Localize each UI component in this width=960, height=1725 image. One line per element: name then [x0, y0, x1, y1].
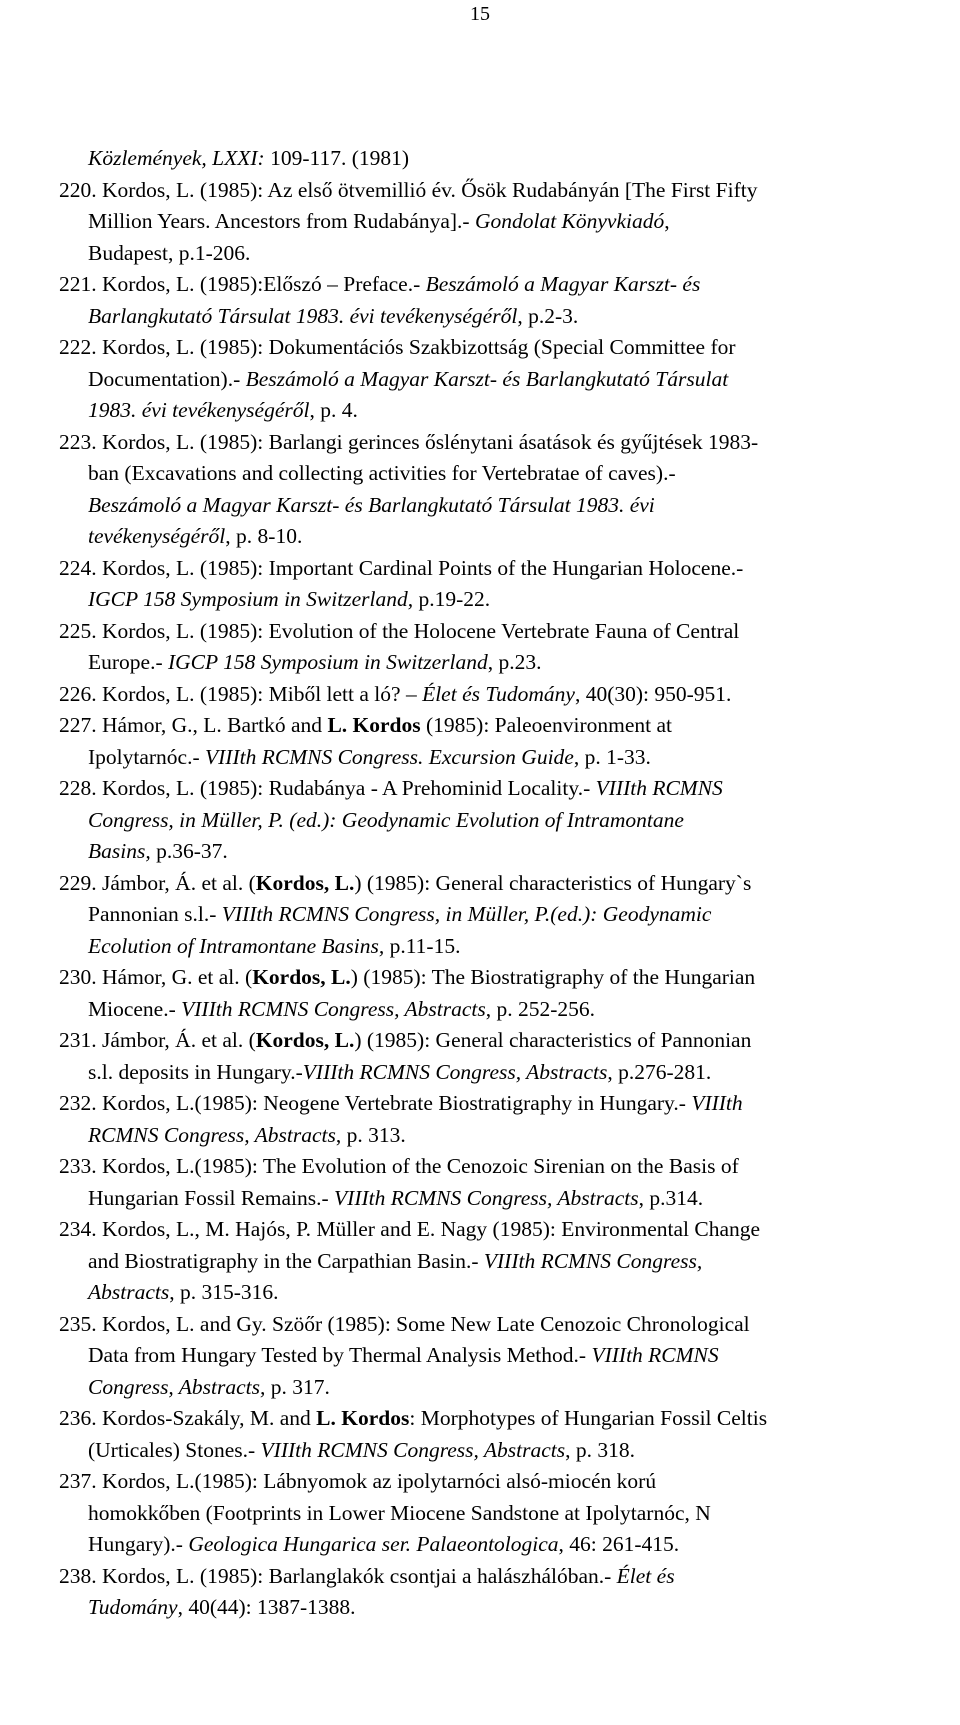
- reference-text: , p. 1-33.: [573, 744, 651, 769]
- reference-text: 221. Kordos, L. (1985):Előszó – Preface.-: [59, 272, 426, 296]
- reference-text: , p. 252-256.: [485, 996, 596, 1021]
- reference-item-235: [0, 1309, 960, 1404]
- reference-text: 234. Kordos, L., M. Hajós, P. Müller and E. Nagy (1985): Environmental Change and Biostratigraphy in the Carpathian Basin.-: [59, 1217, 761, 1273]
- reference-source-italic: Beszámoló a Magyar Karszt- és Barlangkutató Társulat 1983. évi tevékenységéről: [88, 272, 701, 328]
- reference-text: , p. 318.: [565, 1437, 636, 1462]
- reference-text: 232. Kordos, L.(1985): Neogene Vertebrate Biostratigraphy in Hungary.-: [59, 1091, 692, 1115]
- reference-source-italic: VIIIth RCMNS Congress, Abstracts: [334, 1185, 639, 1210]
- reference-text: , 46: 261-415.: [558, 1532, 680, 1556]
- reference-item-237: [0, 1466, 960, 1561]
- reference-item-233: [0, 1151, 960, 1214]
- reference-text: , p. 315-316.: [169, 1280, 279, 1304]
- reference-item-228: [0, 773, 960, 868]
- reference-text: 227. Hámor, G., L. Bartkó and: [59, 713, 328, 737]
- reference-continuation: [0, 143, 960, 175]
- reference-source-italic: Élet és Tudomány: [88, 1563, 675, 1619]
- reference-text: ) (1985): General characteristics of Hungary`s Pannonian s.l.-: [88, 870, 752, 926]
- reference-text: 229. Jámbor, Á. et al. (: [59, 870, 256, 895]
- reference-text: , p. 4.: [309, 398, 358, 422]
- reference-text: 230. Hámor, G. et al. (: [59, 965, 253, 989]
- reference-text: 233. Kordos, L.(1985): The Evolution of the Cenozoic Sirenian on the Basis of Hungarian Fossil Remains.-: [59, 1154, 739, 1210]
- reference-text: 220. Kordos, L. (1985): Az első ötvemillió év. Ősök Rudabányán [The First Fifty Million Years. Ancestors from Rudabánya].-: [59, 177, 758, 233]
- reference-source-italic: VIIIth RCMNS Congress, Abstracts: [260, 1437, 566, 1462]
- reference-item-227: [0, 710, 960, 773]
- reference-source-italic: VIIIth RCMNS Congress, Abstracts: [181, 996, 486, 1021]
- reference-item-223: [0, 427, 960, 553]
- reference-source-italic: VIIIth RCMNS Congress. Excursion Guide: [205, 744, 574, 769]
- reference-text: 238. Kordos, L. (1985): Barlanglakók csontjai a halászhálóban.-: [59, 1563, 617, 1588]
- reference-list: [0, 143, 960, 1624]
- reference-source-italic: Gondolat Könyvkiadó: [474, 209, 665, 233]
- reference-source-italic: Geologica Hungarica ser. Palaeontologica: [188, 1532, 559, 1556]
- reference-text: , Budapest, p.1-206.: [88, 209, 670, 265]
- reference-text: 109-117. (1981): [270, 146, 410, 170]
- reference-text: 222. Kordos, L. (1985): Dokumentációs Szakbizottság (Special Committee for Documentation).-: [59, 335, 736, 391]
- reference-text: 235. Kordos, L. and Gy. Szöőr (1985): Some New Late Cenozoic Chronological Data from Hungary Tested by Thermal Analysis Method.-: [59, 1311, 750, 1367]
- reference-text: , 40(44): 1387-1388.: [177, 1595, 356, 1619]
- reference-item-222: [0, 332, 960, 427]
- reference-text: 236. Kordos-Szakály, M. and: [59, 1406, 317, 1430]
- reference-source-italic: VIIIth RCMNS Congress, Abstracts: [88, 1248, 703, 1304]
- reference-source-italic: Élet és Tudomány: [422, 681, 575, 706]
- reference-item-225: [0, 616, 960, 679]
- reference-item-230: [0, 962, 960, 1025]
- reference-source-italic: VIIIth RCMNS Congress, Abstracts: [88, 1091, 743, 1147]
- reference-text: (1985): Paleoenvironment at Ipolytarnóc.-: [88, 713, 672, 769]
- reference-text: : Morphotypes of Hungarian Fossil Celtis (Urticales) Stones.-: [88, 1406, 768, 1462]
- reference-item-236: [0, 1403, 960, 1466]
- reference-text: , p. 8-10.: [225, 524, 303, 548]
- reference-text: 237. Kordos, L.(1985): Lábnyomok az ipolytarnóci alsó-miocén korú homokkőben (Footprints in Lower Miocene Sandstone at Ipolytarnóc, N Hungary).-: [59, 1469, 711, 1556]
- reference-item-232: [0, 1088, 960, 1151]
- reference-item-238: [0, 1561, 960, 1624]
- reference-source-italic: VIIIth RCMNS Congress, in Müller, P. (ed.): Geodynamic Evolution of Intramontane Basins,: [88, 776, 723, 863]
- reference-source-italic: IGCP 158 Symposium in Switzerland: [168, 650, 488, 674]
- reference-text: , p.314.: [638, 1185, 704, 1210]
- reference-text: p.19-22.: [413, 587, 491, 611]
- reference-text: p.36-37.: [150, 839, 228, 863]
- reference-text: , p.23.: [487, 650, 542, 674]
- reference-text: 224. Kordos, L. (1985): Important Cardinal Points of the Hungarian Holocene.-: [59, 555, 744, 580]
- reference-source-italic: VIIIth RCMNS Congress, in Müller, P.(ed.): Geodynamic Ecolution of Intramontane Basins,: [88, 902, 712, 958]
- reference-item-224: [0, 553, 960, 616]
- reference-item-220: [0, 175, 960, 270]
- reference-text: 223. Kordos, L. (1985): Barlangi gerinces őslénytani ásatások és gyűjtések 1983- ban (Excavations and collecting activities for Vertebratae of caves).-: [59, 429, 759, 485]
- reference-author-bold: Kordos, L.: [252, 965, 351, 989]
- reference-text: , p.276-281.: [607, 1059, 712, 1084]
- reference-item-234: [0, 1214, 960, 1309]
- reference-source-italic: IGCP 158 Symposium in Switzerland,: [88, 587, 414, 611]
- reference-source-italic: Beszámoló a Magyar Karszt- és Barlangkutató Társulat 1983. évi tevékenységéről: [88, 366, 729, 422]
- reference-source-italic: Közlemények, LXXI:: [88, 146, 271, 170]
- reference-text: , p.2-3.: [517, 303, 579, 328]
- page-number: 15: [470, 3, 490, 25]
- reference-text: 231. Jámbor, Á. et al. (: [59, 1028, 256, 1052]
- reference-text: p. 317.: [265, 1374, 330, 1399]
- reference-text: 228. Kordos, L. (1985): Rudabánya - A Prehominid Locality.-: [59, 776, 596, 800]
- reference-source-italic: Beszámoló a Magyar Karszt- és Barlangkutató Társulat 1983. évi tevékenységéről: [88, 492, 655, 548]
- reference-item-229: [0, 868, 960, 963]
- reference-item-231: [0, 1025, 960, 1088]
- reference-source-italic: VIIIth RCMNS Congress, Abstracts: [302, 1059, 608, 1084]
- reference-item-226: [0, 679, 960, 711]
- reference-text: ) (1985): The Biostratigraphy of the Hungarian Miocene.-: [88, 965, 756, 1021]
- reference-text: ) (1985): General characteristics of Pannonian s.l. deposits in Hungary.-: [88, 1028, 752, 1084]
- reference-text: , p. 313.: [335, 1122, 406, 1147]
- reference-author-bold: L. Kordos: [316, 1406, 410, 1430]
- reference-source-italic: VIIIth RCMNS Congress, Abstracts,: [88, 1343, 719, 1399]
- reference-text: 226. Kordos, L. (1985): Miből lett a ló? –: [59, 681, 423, 706]
- reference-text: , 40(30): 950-951.: [574, 681, 732, 706]
- reference-text: p.11-15.: [384, 933, 461, 958]
- reference-author-bold: Kordos, L.: [255, 870, 355, 895]
- reference-item-221: [0, 269, 960, 332]
- reference-author-bold: L. Kordos: [327, 713, 421, 737]
- reference-text: 225. Kordos, L. (1985): Evolution of the Holocene Vertebrate Fauna of Central Europe.-: [59, 618, 740, 674]
- reference-author-bold: Kordos, L.: [255, 1028, 355, 1052]
